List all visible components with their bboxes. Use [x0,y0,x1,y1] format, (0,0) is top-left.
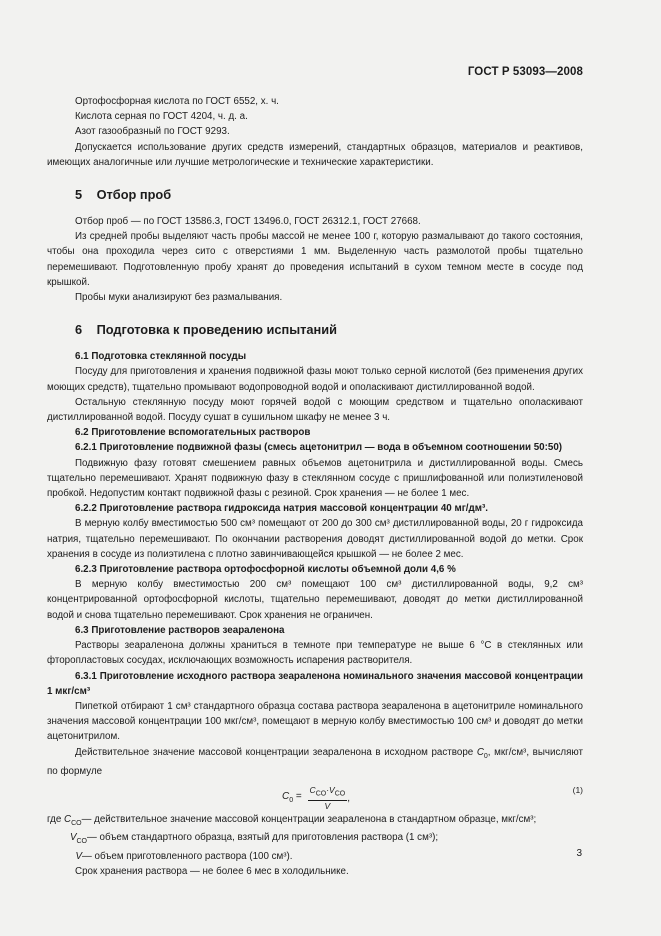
para-2-lead-text: Действительное значение массовой концентрации зеараленона в исходном растворе [75,746,477,758]
intro-line-3: Азот газообразный по ГОСТ 9293. [75,126,230,138]
subsection-6-3-1-para-2 [47,745,583,779]
subsection-6-1-para-1: Посуду для приготовления и хранения подвижной фазы моют только серной кислотой (без применения других моющих средств), тщательно промывают водопроводной водой и ополаскивают дистиллированной водой. [47,366,583,393]
para-2-tail-text: , мкг/см³, вычисляют по формуле [47,746,584,777]
subsection-6-3-title: 6.3 Приготовление растворов зеараленона [75,624,285,636]
section-5-number: 5 [75,187,83,203]
formula-denominator: V [324,800,331,811]
formula-numerator: $C_{CO}\cdot V_{CO}$ [308,785,348,801]
subsection-6-2-1-title: 6.2.1 Приготовление подвижной фазы (смесь ацетонитрил — вода в объемном соотношении 50:50) [75,442,563,454]
intro-line-2: Кислота серная по ГОСТ 4204, ч. д. а. [75,111,248,123]
formula-fraction [308,785,348,812]
subsection-6-2-2-para: В мерную колбу вместимостью 500 см³ помещают от 200 до 300 см³ дистиллированной воды, 20 г гидроксида натрия, тщательно перемешивают. По окончании растворения доводят дистиллированной водой до метки. Срок хранения в сосуде из полиэтилена с плотно завинчивающейся крышкой — не более 2 мес. [47,518,583,560]
subsection-6-2-1-para: Подвижную фазу готовят смешением равных объемов ацетонитрила и дистиллированной воды. Смесь тщательно перемешивают. Хранят подвижную фазу в стеклянном сосуде с пришлифованной или полиэтиленовой пробкой. Недопустим контакт подвижной фазы с резиной. Срок хранения — не более 1 мес. [47,457,583,500]
subsection-6-3-1-para-1: Пипеткой отбирают 1 см³ стандартного образца состава раствора зеараленона в ацетонитриле номинального значения массовой концентрации 100 мкг/см³, помещают в мерную колбу вместимостью 100 см³ и доводят до метки ацетонитрилом. [47,700,583,743]
section-5-heading [75,186,583,204]
symbol-c0-sub: 0 [483,752,488,760]
document-header: ГОСТ Р 53093—2008 [467,66,583,78]
section-5-para-3: Пробы муки анализируют без размалывания. [75,292,283,304]
section-5-para-2: Из средней пробы выделяют часть пробы массой не менее 100 г, которую размалывают до такого состояния, чтобы она проходила через сито с отверстиями 1 мм. Выделенную часть размолотой пробы тщательно перемешивают. Подготовленную пробу хранят до проведения испытаний в сухом темном месте в сосуде под крышкой. [47,231,583,288]
formula-1 [47,781,583,811]
section-6-title: Подготовка к проведению испытаний [96,322,337,338]
where-word: где [47,813,62,825]
storage-note: Срок хранения раствора — не более 6 мес в холодильнике. [75,866,349,878]
subsection-6-2-2-title: 6.2.2 Приготовление раствора гидроксида натрия массовой концентрации 40 мг/дм³. [75,503,488,515]
definition-v-text: — объем приготовленного раствора (100 см³). [82,850,293,862]
definition-c-co-text: — действительное значение массовой концентрации зеараленона в стандартном образце, мкг/см³; [81,813,537,825]
intro-paragraph: Допускается использование других средств измерений, стандартных образцов, материалов и реактивов, имеющих аналогичные или лучшие метрологические и технические характеристики. [47,141,583,168]
formula-lhs: $C_0$ = [282,790,302,804]
definition-v-co: $V_{CO}$ — объем стандартного образца, взятый для приготовления раствора (1 см³); [47,831,583,849]
subsection-6-1-para-2: Остальную стеклянную посуду моют горячей водой с моющим средством и тщательно ополаскивают дистиллированной водой. Посуду сушат в сушильном шкафу не менее 3 ч. [47,396,583,424]
section-5-para-1: Отбор проб — по ГОСТ 13586.3, ГОСТ 13496.0, ГОСТ 26312.1, ГОСТ 27668. [75,216,421,228]
intro-line-1: Ортофосфорная кислота по ГОСТ 6552, х. ч. [75,96,279,107]
subsection-6-1-title: 6.1 Подготовка стеклянной посуды [75,351,247,363]
subsection-6-2-title: 6.2 Приготовление вспомогательных растворов [75,427,311,439]
subsection-6-2-3-title: 6.2.3 Приготовление раствора ортофосфорной кислоты объемной доли 4,6 % [75,564,456,576]
page-content [47,94,583,879]
definition-v: V — объем приготовленного раствора (100 см³). [47,850,583,865]
definition-v-co-text: — объем стандартного образца, взятый для приготовления раствора (1 см³); [87,832,439,844]
definition-c-co: где $C_{CO}$ — действительное значение массовой концентрации зеараленона в стандартном образце, мкг/см³; [47,813,583,831]
section-6-heading [75,321,583,339]
formula-expression [282,785,350,812]
subsection-6-2-3-para: В мерную колбу вместимостью 200 см³ помещают 100 см³ дистиллированной воды, 9,2 см³ концентрированной ортофосфорной кислоты, тщательно перемешивают, доводят до метки дистиллированной водой и снова тщательно перемешивают. Срок хранения не ограничен. [47,579,583,621]
section-5-title: Отбор проб [96,187,172,203]
formula-definitions [47,813,583,864]
symbol-c0: C [476,746,484,758]
formula-comma: , [347,792,350,804]
section-6-number: 6 [75,322,83,338]
formula-number: (1) [572,784,583,795]
subsection-6-3-para: Растворы зеараленона должны храниться в темноте при температуре не выше 6 °С в стеклянных или фторопластовых сосудах, исключающих возможность испарения растворителя. [47,640,583,667]
subsection-6-3-1-title: 6.3.1 Приготовление исходного раствора зеараленона номинального значения массовой концентрации 1 мкг/см³ [47,670,583,697]
page-number: 3 [576,848,582,859]
